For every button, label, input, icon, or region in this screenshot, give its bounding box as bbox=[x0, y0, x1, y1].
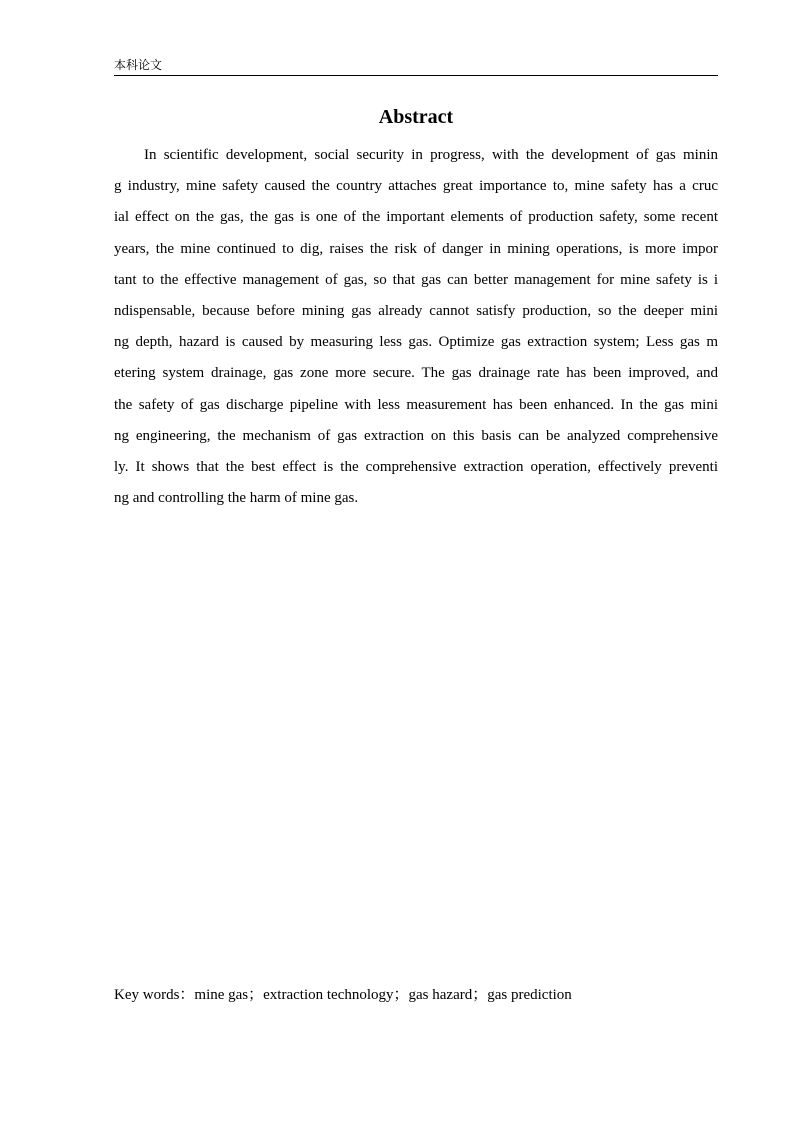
abstract-line: the safety of gas discharge pipeline with less measurement has been enhanced. In the gas mini bbox=[114, 396, 718, 413]
header-text: 本科论文 bbox=[114, 58, 163, 72]
keywords-line: Key words：mine gas；extraction technology；gas hazard；gas prediction bbox=[114, 987, 572, 1003]
abstract-title: Abstract bbox=[378, 106, 454, 128]
abstract-body bbox=[114, 140, 718, 514]
page-header bbox=[114, 58, 718, 76]
abstract-line: ly. It shows that the best effect is the comprehensive extraction operation, effectively preventi bbox=[114, 458, 718, 475]
abstract-line: etering system drainage, gas zone more secure. The gas drainage rate has been improved, and bbox=[114, 365, 718, 382]
abstract-line: years, the mine continued to dig, raises the risk of danger in mining operations, is more impor bbox=[114, 240, 718, 257]
abstract-line: ng and controlling the harm of mine gas. bbox=[114, 490, 359, 507]
abstract-line: tant to the effective management of gas, so that gas can better management for mine safety is i bbox=[114, 271, 718, 288]
abstract-line: ial effect on the gas, the gas is one of the important elements of production safety, some recent bbox=[114, 209, 718, 226]
abstract-line: ng depth, hazard is caused by measuring less gas. Optimize gas extraction system; Less gas m bbox=[114, 334, 718, 351]
abstract-line: In scientific development, social security in progress, with the development of gas minin bbox=[144, 147, 718, 163]
abstract-line: ndispensable, because before mining gas already cannot satisfy production, so the deeper mini bbox=[114, 302, 718, 319]
abstract-line: g industry, mine safety caused the country attaches great importance to, mine safety has a cruc bbox=[114, 178, 718, 195]
abstract-line: ng engineering, the mechanism of gas extraction on this basis can be analyzed comprehensive bbox=[114, 427, 718, 444]
